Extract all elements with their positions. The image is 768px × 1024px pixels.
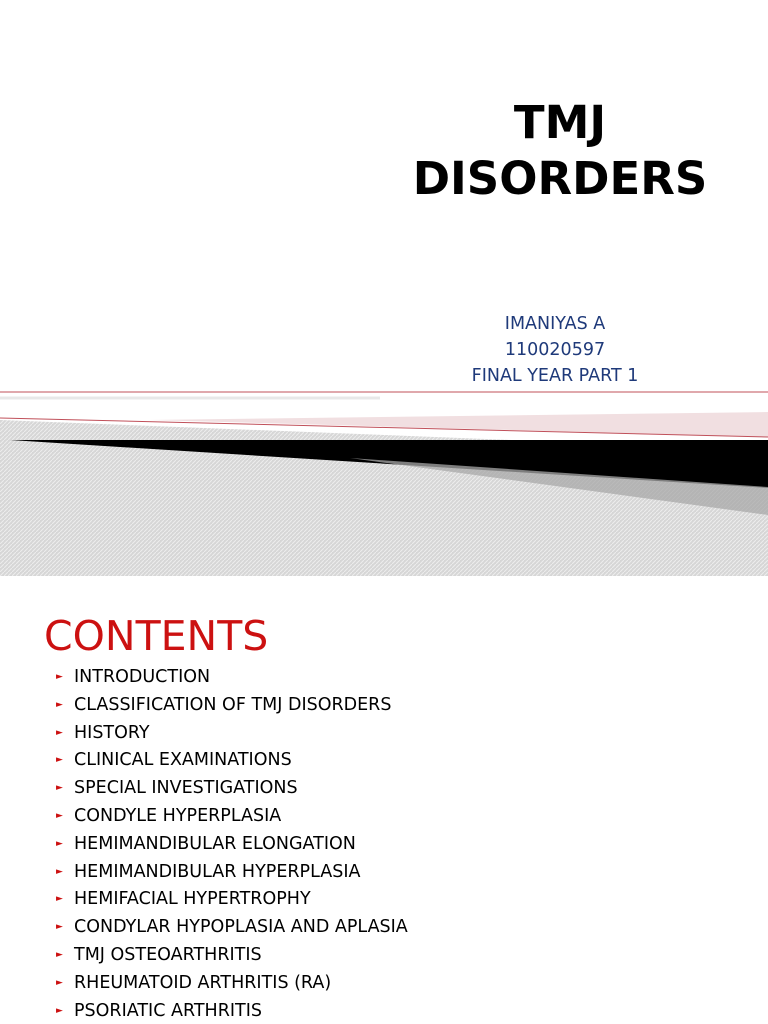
list-item-label: CLINICAL EXAMINATIONS bbox=[74, 750, 292, 771]
list-item bbox=[56, 998, 408, 1024]
triangle-right-icon: ► bbox=[56, 977, 63, 988]
list-item-label: HEMIMANDIBULAR ELONGATION bbox=[74, 833, 356, 854]
list-item-label: CONDYLE HYPERPLASIA bbox=[74, 805, 282, 826]
triangle-right-icon: ► bbox=[56, 866, 63, 877]
list-item bbox=[56, 859, 408, 887]
list-item-label: TMJ OSTEOARTHRITIS bbox=[74, 944, 262, 965]
list-item bbox=[56, 886, 408, 914]
triangle-right-icon: ► bbox=[56, 727, 63, 738]
list-item-label: RHEUMATOID ARTHRITIS (RA) bbox=[74, 972, 332, 993]
triangle-right-icon: ► bbox=[56, 1005, 63, 1016]
student-id: 110020597 bbox=[504, 340, 606, 360]
list-item bbox=[56, 803, 408, 831]
slide-title bbox=[390, 95, 730, 207]
contents-heading: CONTENTS bbox=[44, 612, 269, 660]
triangle-right-icon: ► bbox=[56, 949, 63, 960]
author-name: IMANIYAS A bbox=[504, 314, 606, 334]
year-info: FINAL YEAR PART 1 bbox=[471, 366, 639, 386]
triangle-right-icon: ► bbox=[56, 922, 63, 933]
list-item-label: CLASSIFICATION OF TMJ DISORDERS bbox=[74, 694, 392, 715]
triangle-right-icon: ► bbox=[56, 810, 63, 821]
list-item-label: INTRODUCTION bbox=[74, 667, 211, 687]
triangle-right-icon: ► bbox=[56, 783, 63, 794]
list-item-label: PSORIATIC ARTHRITIS bbox=[74, 1000, 262, 1021]
list-item-label: HEMIFACIAL HYPERTROPHY bbox=[74, 889, 311, 910]
list-item bbox=[56, 775, 408, 803]
triangle-right-icon: ► bbox=[56, 838, 63, 849]
list-item-label: HISTORY bbox=[74, 722, 150, 743]
triangle-right-icon: ► bbox=[56, 672, 63, 682]
title-line: DISORDERS bbox=[412, 152, 708, 205]
list-item bbox=[56, 942, 408, 970]
list-item bbox=[56, 831, 408, 859]
list-item bbox=[56, 664, 408, 692]
list-item bbox=[56, 692, 408, 720]
title-line: TMJ bbox=[513, 96, 607, 149]
list-item bbox=[56, 747, 408, 775]
triangle-right-icon: ► bbox=[56, 894, 63, 905]
list-item-label: CONDYLAR HYPOPLASIA AND APLASIA bbox=[74, 917, 408, 938]
list-item bbox=[56, 970, 408, 998]
triangle-right-icon: ► bbox=[56, 699, 63, 710]
list-item-label: HEMIMANDIBULAR HYPERPLASIA bbox=[74, 861, 361, 882]
list-item bbox=[56, 720, 408, 748]
contents-slide bbox=[0, 576, 768, 1024]
list-item bbox=[56, 914, 408, 942]
author-info bbox=[400, 311, 710, 389]
triangle-right-icon: ► bbox=[56, 755, 63, 766]
contents-list bbox=[56, 664, 408, 1024]
list-item-label: SPECIAL INVESTIGATIONS bbox=[74, 778, 298, 799]
